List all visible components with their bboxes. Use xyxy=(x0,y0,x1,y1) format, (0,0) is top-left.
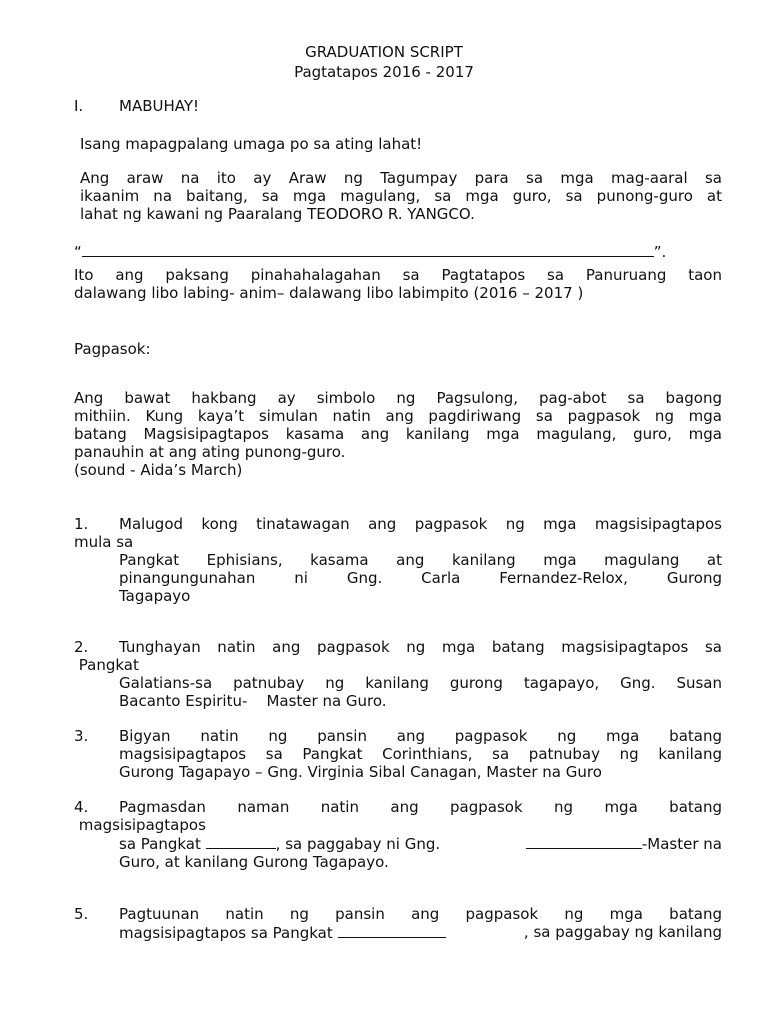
list-item-number: 1. xyxy=(74,515,89,533)
document-heading xyxy=(0,42,768,82)
list-item-wrap: Pangkat xyxy=(74,656,139,674)
fill-in-segment xyxy=(119,923,446,942)
pagpasok-paragraph xyxy=(74,389,722,479)
pagpasok-line: batang Magsisipagtapos kasama ang kanilang mga magulang, guro, mga xyxy=(74,425,722,443)
list-item-wrap: magsisipagtapos xyxy=(74,816,206,834)
intro-paragraph xyxy=(80,169,722,223)
list-item-continuation: magsisipagtapos sa Pangkat Corinthians, sa patnubay ng kanilang xyxy=(119,745,722,763)
segment-text: , sa paggabay ni Gng. xyxy=(275,835,441,853)
list-item-first-line xyxy=(74,515,722,533)
theme-open-quote: “ xyxy=(74,243,82,261)
theme-line: Ito ang paksang pinahahalagahan sa Pagtatapos sa Panuruang taon xyxy=(74,266,722,284)
intro-line: Ang araw na ito ay Araw ng Tagumpay para sa mga mag-aaral sa xyxy=(80,169,722,187)
list-item-continuation: Bacanto Espiritu- Master na Guro. xyxy=(119,692,387,710)
list-item-continuation: Tagapayo xyxy=(119,587,191,605)
segment-text: -Master na xyxy=(641,835,722,853)
section-number: I. xyxy=(74,97,84,115)
segment-text: magsisipagtapos sa Pangkat xyxy=(119,924,333,942)
section-title: MABUHAY! xyxy=(119,97,200,115)
list-item-continuation xyxy=(74,923,722,942)
list-item-first-line xyxy=(74,798,722,816)
fill-in-segment xyxy=(119,834,440,853)
theme-blank-line xyxy=(74,242,722,261)
theme-paragraph xyxy=(74,266,722,302)
pagpasok-label: Pagpasok: xyxy=(74,340,151,358)
greeting-paragraph: Isang mapagpalang umaga po sa ating lahat! xyxy=(80,135,423,153)
list-item-continuation: Gurong Tagapayo – Gng. Virginia Sibal Canagan, Master na Guro xyxy=(119,763,602,781)
intro-line: ikaanim na baitang, sa mga magulang, sa mga guro, sa punong-guro at xyxy=(80,187,722,205)
list-item-first-line xyxy=(74,905,722,923)
list-item xyxy=(74,798,722,871)
segment-text: , sa paggabay ng kanilang xyxy=(523,923,722,941)
segment-text: sa Pangkat xyxy=(119,835,201,853)
pagpasok-line: panauhin at ang ating punong-guro. xyxy=(74,443,346,461)
intro-line: lahat ng kawani ng Paaralang TEODORO R. YANGCO. xyxy=(80,205,475,223)
list-item-continuation: Guro, at kanilang Gurong Tagapayo. xyxy=(119,853,389,871)
document-title: GRADUATION SCRIPT xyxy=(305,43,463,61)
list-item xyxy=(74,727,722,781)
teacher-name-blank xyxy=(526,834,642,849)
list-item-continuation: Galatians-sa patnubay ng kanilang gurong tagapayo, Gng. Susan xyxy=(119,674,722,692)
pagpasok-line: mithiin. Kung kaya’t simulan natin ang pagdiriwang sa pagpasok ng mga xyxy=(74,407,722,425)
list-item xyxy=(74,515,722,605)
list-item-first-line xyxy=(74,638,722,656)
list-item-number: 4. xyxy=(74,798,89,816)
list-item-wrap: mula sa xyxy=(74,533,134,551)
theme-close-quote: ”. xyxy=(653,243,667,261)
list-item-first-line xyxy=(74,727,722,745)
pagpasok-line: Ang bawat hakbang ay simbolo ng Pagsulong, pag-abot sa bagong xyxy=(74,389,722,407)
sound-cue: (sound - Aida’s March) xyxy=(74,461,243,479)
list-item-number: 5. xyxy=(74,905,89,923)
list-item xyxy=(74,905,722,942)
list-item-continuation: Pangkat Ephisians, kasama ang kanilang mga magulang at xyxy=(119,551,722,569)
list-item-continuation xyxy=(74,834,722,853)
list-item-text: Malugod kong tinatawagan ang pagpasok ng mga magsisipagtapos xyxy=(119,515,722,533)
list-item-text: Tunghayan natin ang pagpasok ng mga batang magsisipagtapos sa xyxy=(119,638,722,656)
document-subtitle: Pagtatapos 2016 - 2017 xyxy=(294,63,474,81)
list-item-text: Pagmasdan naman natin ang pagpasok ng mga batang xyxy=(119,798,722,816)
section-heading xyxy=(74,97,722,115)
list-item-text: Pagtuunan natin ng pansin ang pagpasok ng mga batang xyxy=(119,905,722,923)
section-name-blank xyxy=(338,923,446,938)
theme-line: dalawang libo labing- anim– dalawang libo labimpito (2016 – 2017 ) xyxy=(74,284,584,302)
section-name-blank xyxy=(206,834,276,849)
list-item xyxy=(74,638,722,710)
fill-in-segment xyxy=(526,834,722,853)
list-item-number: 2. xyxy=(74,638,89,656)
list-item-text: Bigyan natin ng pansin ang pagpasok ng mga batang xyxy=(119,727,722,745)
list-item-number: 3. xyxy=(74,727,89,745)
list-item-continuation: pinangungunahan ni Gng. Carla Fernandez-Relox, Gurong xyxy=(119,569,722,587)
theme-blank xyxy=(82,242,654,257)
